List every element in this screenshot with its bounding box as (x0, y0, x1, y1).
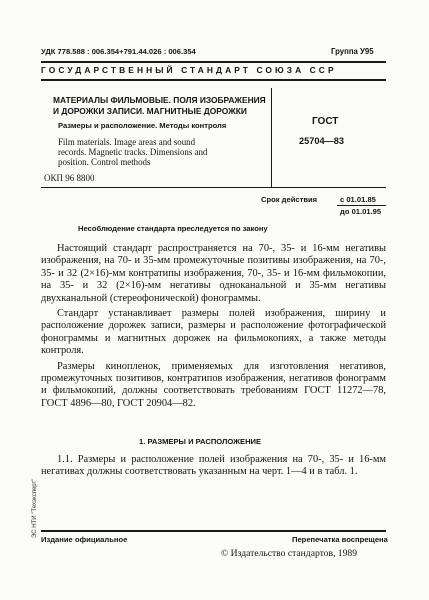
validity-to: до 01.01.95 (340, 207, 382, 216)
title-en-line2: records. Magnetic tracks. Dimensions and (58, 147, 208, 157)
official-edition: Издание официальное (41, 535, 128, 544)
title-rule-bottom (41, 187, 386, 188)
header-rule-top (41, 61, 386, 63)
gost-number: 25704—83 (299, 136, 344, 146)
paragraph-scope: Настоящий стандарт распространяется на 70-, 35- и 16-мм негативы изображения, на 70- и 35-мм промежуточные позитивы изображения, на 70-, 35- и 32 (2×16)-мм контратипы изображения, 70-, 35- и 16-мм фильмокопии, на 35- и 32 (2×16)-мм негативы одноканальной и 35-мм негативы двухканальной (стереофонической) фонограммы. (41, 243, 386, 304)
paragraph-establishes: Стандарт устанавливает размеры полей изображения, ширину и расположение дорожек записи, размеры и расположение фотографической фонограммы и магнитных дорожек на фильмокопиях, а также методы контроля. (41, 308, 386, 357)
paragraph-film-sizes: Размеры кинопленок, применяемых для изготовления негативов, промежуточных позитивов, контратипов изображения, негативов фонограмм и фильмокопий, должны соответствовать требованиям ГОСТ 11272—78, ГОСТ 4896—80, ГОСТ 20904—82. (41, 360, 386, 409)
techexpert-watermark: ЭС НТИ "Техэксперт" (32, 478, 38, 538)
group-code: Группа У95 (331, 47, 374, 56)
header-rule-bottom (41, 79, 386, 81)
intro-paragraphs (41, 243, 386, 410)
title-en-line3: position. Control methods (58, 157, 151, 167)
reprint-prohibited: Перепечатка воспрещена (292, 535, 388, 544)
legal-warning: Несоблюдение стандарта преследуется по закону (78, 224, 268, 233)
udc-code: УДК 778.588 : 006.354+791.44.026 : 006.354 (41, 47, 196, 56)
publisher-copyright: © Издательство стандартов, 1989 (221, 548, 357, 559)
validity-label: Срок действия (261, 195, 318, 204)
section-1-heading: 1. РАЗМЕРЫ И РАСПОЛОЖЕНИЕ (139, 437, 262, 446)
footer-rule (41, 530, 386, 532)
title-en-line1: Film materials. Image areas and sound (58, 137, 196, 147)
title-rule-vertical (271, 88, 272, 187)
validity-underline (337, 205, 386, 206)
section-1-paragraph (41, 454, 386, 479)
validity-from: с 01.01.85 (340, 195, 376, 204)
state-standard-banner: ГОСУДАРСТВЕННЫЙ СТАНДАРТ СОЮЗА ССР (41, 65, 337, 75)
gost-label: ГОСТ (312, 116, 339, 127)
title-ru-line2: И ДОРОЖКИ ЗАПИСИ. МАГНИТНЫЕ ДОРОЖКИ (53, 106, 247, 116)
title-ru-line1: МАТЕРИАЛЫ ФИЛЬМОВЫЕ. ПОЛЯ ИЗОБРАЖЕНИЯ (53, 95, 266, 105)
clause-1-1: 1.1. Размеры и расположение полей изображения на 70-, 35- и 16-мм негативах должны соответствовать указанным на черт. 1—4 и в табл. 1. (41, 454, 386, 478)
okp-code: ОКП 96 8800 (44, 173, 95, 183)
title-ru-subtitle: Размеры и расположение. Методы контроля (58, 121, 227, 130)
